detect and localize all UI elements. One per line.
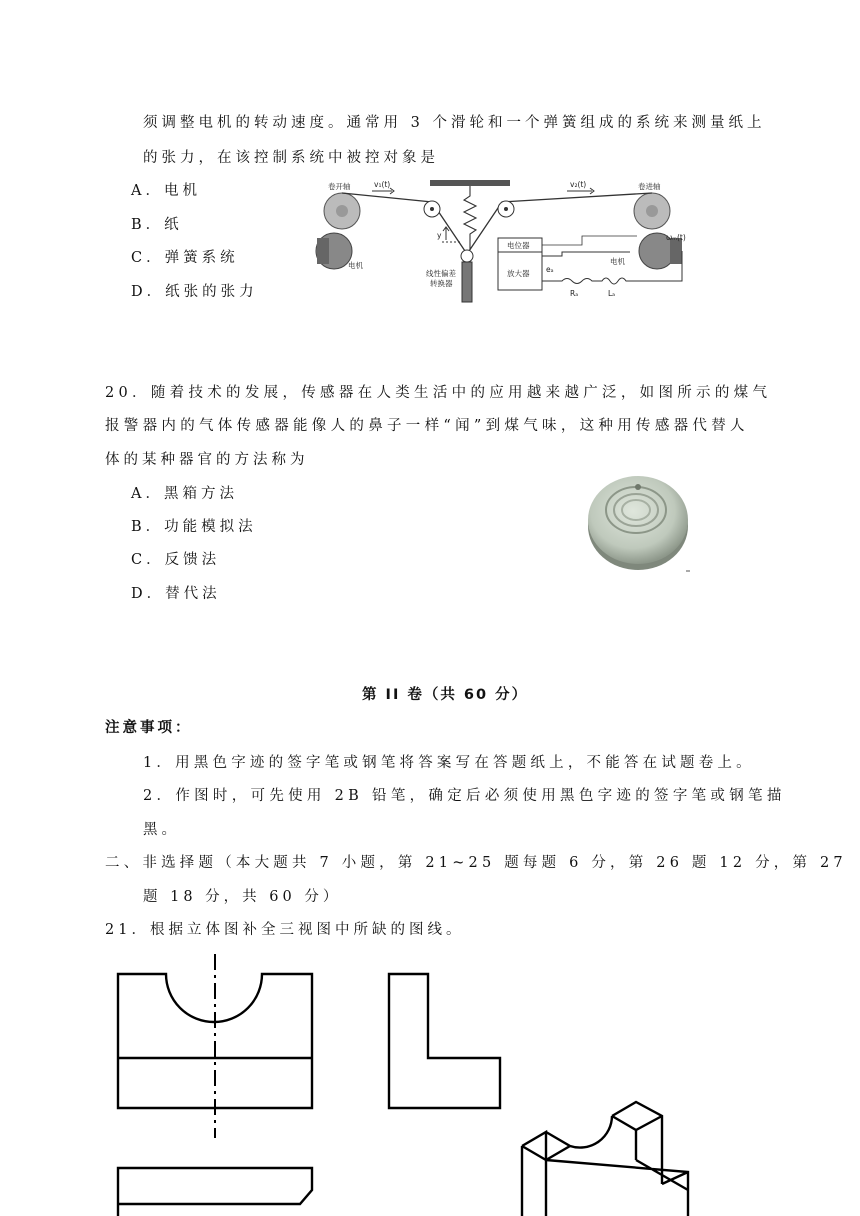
q20-option-b: B．功能模拟法 <box>131 519 257 535</box>
side-view-outline <box>389 974 500 1108</box>
part2-line2: 题 18 分，共 60 分） <box>143 889 342 905</box>
q20-text-line1: 20．随着技术的发展，传感器在人类生活中的应用越来越广泛，如图所示的煤气 <box>105 385 772 401</box>
q20-text-line3: 体的某种器官的方法称为 <box>105 452 309 468</box>
label-v2: v₂(t) <box>570 180 587 189</box>
label-v1: v₁(t) <box>374 180 391 189</box>
q19-option-b: B．纸 <box>131 217 183 233</box>
q19-text-line1: 须调整电机的转动速度。通常用 3 个滑轮和一个弹簧组成的系统来测量纸上 <box>143 115 766 131</box>
label-motor-left: 电机 <box>348 261 363 270</box>
label-motor-right: 电机 <box>610 257 625 266</box>
paper-path <box>342 193 652 254</box>
q21-text: 21．根据立体图补全三视图中所缺的图线。 <box>105 922 465 938</box>
label-ra: Rₐ <box>570 289 579 298</box>
top-beam <box>430 180 510 186</box>
top-view-outline <box>118 1168 312 1216</box>
label-la: Lₐ <box>608 289 616 298</box>
notice-2b: 黑。 <box>143 822 180 838</box>
q19-option-d: D．纸张的张力 <box>131 284 258 300</box>
tension-control-diagram <box>312 176 692 314</box>
section-title: 第 II 卷（共 60 分） <box>362 687 529 703</box>
notice-1: 1．用黑色字迹的签字笔或钢笔将答案写在答题纸上，不能答在试题卷上。 <box>143 755 755 771</box>
notice-heading: 注意事项： <box>105 720 193 736</box>
label-amplifier: 放大器 <box>507 269 530 278</box>
label-y: y <box>437 231 442 240</box>
label-unwind: 卷开轴 <box>328 182 351 191</box>
label-windup: 卷进轴 <box>638 182 661 191</box>
q20-text-line2: 报警器内的气体传感器能像人的鼻子一样“闻”到煤气味，这种用传感器代替人 <box>105 418 749 434</box>
spring <box>464 186 476 250</box>
q20-option-c: C．反馈法 <box>131 552 221 568</box>
gas-alarm-image <box>586 470 694 576</box>
three-view-drawing <box>100 950 720 1216</box>
isometric-view <box>522 1102 688 1216</box>
q19-text-line2: 的张力，在该控制系统中被控对象是 <box>143 150 439 166</box>
linear-converter <box>462 262 472 302</box>
q19-option-a: A．电机 <box>131 183 201 199</box>
label-omega: ωₘ(t) <box>666 233 686 242</box>
part2-line1: 二、非选择题（本大题共 7 小题，第 21~25 题每题 6 分，第 26 题 12 分，第 27 <box>105 855 847 871</box>
label-converter-b: 转换器 <box>430 279 453 288</box>
q19-option-c: C．弹簧系统 <box>131 250 239 266</box>
label-converter-a: 线性偏差 <box>426 269 456 278</box>
notice-2a: 2．作图时，可先使用 2B 铅笔，确定后必须使用黑色字迹的签字笔或钢笔描 <box>143 788 786 804</box>
q20-option-a: A．黑箱方法 <box>131 486 238 502</box>
pulley-bottom <box>461 250 473 262</box>
label-ea: eₐ <box>546 265 554 274</box>
q20-option-d: D．替代法 <box>131 586 221 602</box>
label-potentiometer: 电位器 <box>507 241 530 250</box>
